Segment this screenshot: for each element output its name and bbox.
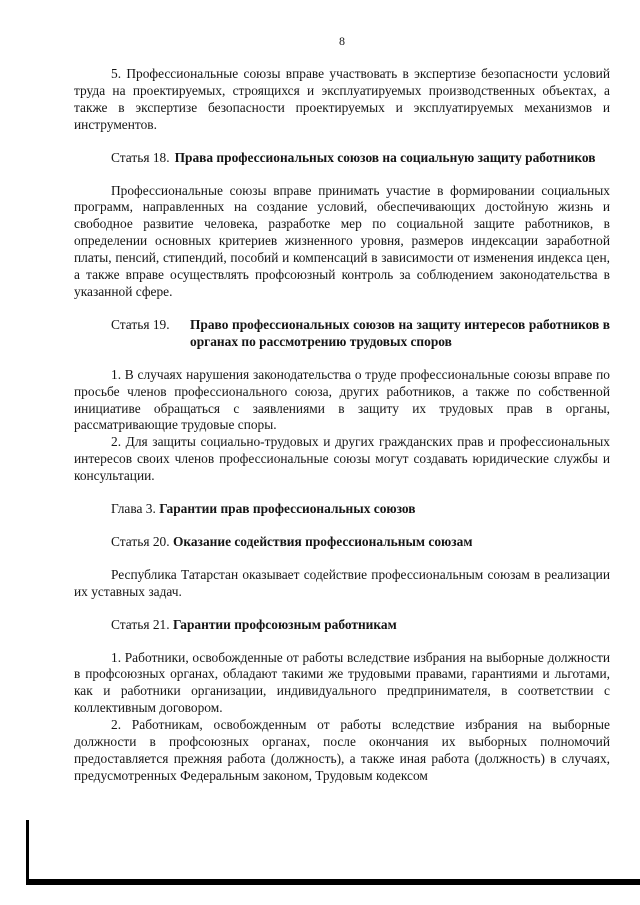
paragraph-article-19-item-1: 1. В случаях нарушения законодательства о труде профессиональные союзы вправе по просьбе членов профессионального союза, других работников, а также по собственной инициативе обращаться с заявлениями в защиту их трудовых прав в органы, рассматривающие трудовые споры.	[74, 366, 610, 433]
chapter-3-prefix: Глава 3.	[111, 501, 156, 517]
chapter-3-heading	[74, 501, 610, 518]
article-20-title: Оказание содействия профессиональным союзам	[172, 533, 473, 549]
paragraph-article-21-item-2: 2. Работникам, освобожденным от работы вследствие избрания на выборные должности в профсоюзных органах, после окончания их выборных полномочий предоставляется прежняя работа (должность), а также иная работа (должность) в случаях, предусмотренных Федеральным законом, Трудовым кодексом	[74, 717, 610, 783]
chapter-3-title: Гарантии прав профессиональных союзов	[159, 501, 416, 517]
paragraph-item-5: 5. Профессиональные союзы вправе участвовать в экспертизе безопасности условий труда на проектируемых, строящихся и эксплуатируемых производственных объектах, а также в экспертизе безопасности проектируемых и эксплуатируемых механизмов и инструментов.	[74, 66, 610, 132]
article-21-prefix: Статья 21.	[111, 616, 170, 632]
article-18-heading	[74, 150, 610, 167]
article-20-heading	[74, 534, 610, 551]
article-19-heading	[74, 317, 610, 351]
article-18-title: Права профессиональных союзов на социальную защиту работников	[174, 149, 596, 165]
paragraph-article-21-item-1: 1. Работники, освобожденные от работы вследствие избрания на выборные должности в профсоюзных органах, обладают такими же трудовыми правами, гарантиями и льготами, как и работники организации, индивидуального предпринимателя, в соответствии с коллективным договором.	[74, 649, 610, 716]
scan-border-left	[26, 820, 29, 882]
article-18-number: Статья 18.	[111, 149, 170, 165]
paragraph-article-20: Республика Татарстан оказывает содействие профессиональным союзам в реализации их уставных задач.	[74, 566, 610, 599]
article-20-prefix: Статья 20.	[111, 533, 170, 549]
page-number: 8	[339, 34, 345, 48]
article-19-title: Право профессиональных союзов на защиту интересов работников в органах по рассмотрению трудовых споров	[190, 316, 610, 349]
article-21-heading	[74, 617, 610, 634]
article-19-number: Статья 19.	[111, 316, 170, 332]
paragraph-article-19-item-2: 2. Для защиты социально-трудовых и других гражданских прав и профессиональных интересов своих членов профессиональные союзы могут создавать юридические службы и консультации.	[74, 434, 610, 484]
document-body	[74, 66, 610, 785]
scan-border-bottom	[26, 879, 640, 885]
article-21-title: Гарантии профсоюзным работникам	[172, 616, 397, 632]
paragraph-article-18: Профессиональные союзы вправе принимать участие в формировании социальных программ, направленных на создание условий, обеспечивающих достойную жизнь и свободное развитие человека, разработке мер по социальной защите работников, в определении основных критериев жизненного уровня, размеров индексации заработной платы, пенсий, стипендий, пособий и компенсаций в зависимости от изменения индекса цен, а также вправе осуществлять профсоюзный контроль за соблюдением законодательства в указанной сфере.	[74, 182, 610, 299]
